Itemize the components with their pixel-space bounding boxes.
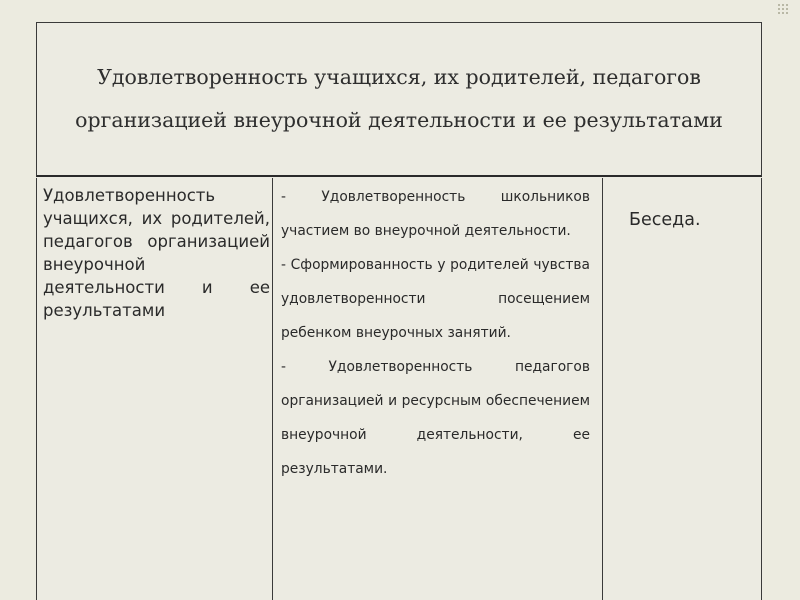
indicators-cell — [272, 178, 602, 600]
corner-dots-icon — [778, 4, 792, 18]
criterion-text: Удовлетворенность учащихся, их родителей, педагогов организацией внеурочной деятельности и ее результатами — [43, 186, 270, 320]
indicator-item: - Удовлетворенность педагогов организацией и ресурсным обеспечением внеурочной деятельности, ее результатами. — [281, 359, 590, 477]
indicator-item: - Удовлетворенность школьников участием во внеурочной деятельности. — [281, 189, 590, 239]
method-text: Беседа. — [629, 210, 701, 230]
table-header-text: Удовлетворенность учащихся, их родителей, педагогов организацией внеурочной деятельности и ее результатами — [75, 65, 723, 132]
criterion-cell — [36, 178, 272, 600]
indicator-item: - Сформированность у родителей чувства удовлетворенности посещением ребенком внеурочных занятий. — [281, 257, 590, 341]
method-cell — [602, 178, 762, 600]
indicators-list — [273, 178, 602, 486]
table-header-cell — [36, 22, 762, 177]
